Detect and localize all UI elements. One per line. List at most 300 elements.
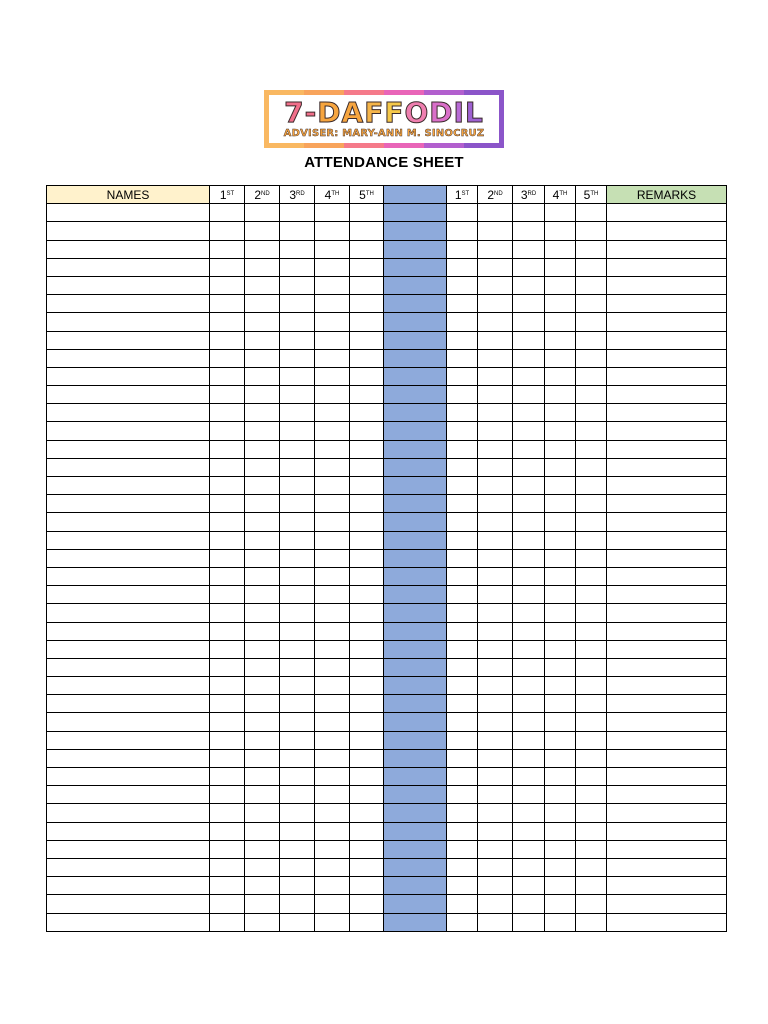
attendance-cell[interactable]: [545, 804, 576, 822]
attendance-cell[interactable]: [245, 531, 280, 549]
attendance-cell[interactable]: [245, 586, 280, 604]
attendance-cell[interactable]: [478, 640, 513, 658]
remarks-cell[interactable]: [607, 295, 727, 313]
attendance-cell[interactable]: [210, 695, 245, 713]
attendance-cell[interactable]: [315, 295, 350, 313]
attendance-cell[interactable]: [576, 458, 607, 476]
attendance-cell[interactable]: [447, 640, 478, 658]
attendance-cell[interactable]: [513, 404, 545, 422]
attendance-cell[interactable]: [478, 222, 513, 240]
attendance-cell[interactable]: [210, 440, 245, 458]
attendance-cell[interactable]: [447, 840, 478, 858]
attendance-cell[interactable]: [280, 749, 315, 767]
attendance-cell[interactable]: [545, 495, 576, 513]
attendance-cell[interactable]: [245, 768, 280, 786]
attendance-cell[interactable]: [478, 313, 513, 331]
attendance-cell[interactable]: [280, 786, 315, 804]
remarks-cell[interactable]: [607, 386, 727, 404]
attendance-cell[interactable]: [545, 331, 576, 349]
attendance-cell[interactable]: [447, 913, 478, 931]
attendance-cell[interactable]: [576, 276, 607, 294]
attendance-cell[interactable]: [576, 877, 607, 895]
attendance-cell[interactable]: [280, 258, 315, 276]
attendance-cell[interactable]: [210, 331, 245, 349]
attendance-cell[interactable]: [245, 222, 280, 240]
name-cell[interactable]: [47, 749, 210, 767]
attendance-cell[interactable]: [478, 331, 513, 349]
attendance-cell[interactable]: [245, 840, 280, 858]
attendance-cell[interactable]: [545, 422, 576, 440]
attendance-cell[interactable]: [280, 276, 315, 294]
attendance-cell[interactable]: [315, 531, 350, 549]
attendance-cell[interactable]: [280, 367, 315, 385]
attendance-cell[interactable]: [350, 222, 384, 240]
attendance-cell[interactable]: [478, 422, 513, 440]
attendance-cell[interactable]: [447, 313, 478, 331]
attendance-cell[interactable]: [576, 658, 607, 676]
attendance-cell[interactable]: [447, 731, 478, 749]
attendance-cell[interactable]: [447, 804, 478, 822]
attendance-cell[interactable]: [576, 586, 607, 604]
attendance-cell[interactable]: [513, 822, 545, 840]
attendance-cell[interactable]: [545, 204, 576, 222]
attendance-cell[interactable]: [315, 276, 350, 294]
attendance-cell[interactable]: [245, 295, 280, 313]
attendance-cell[interactable]: [210, 258, 245, 276]
attendance-cell[interactable]: [280, 313, 315, 331]
attendance-cell[interactable]: [576, 640, 607, 658]
attendance-cell[interactable]: [447, 895, 478, 913]
attendance-cell[interactable]: [513, 386, 545, 404]
attendance-cell[interactable]: [245, 658, 280, 676]
attendance-cell[interactable]: [245, 804, 280, 822]
attendance-cell[interactable]: [210, 713, 245, 731]
name-cell[interactable]: [47, 768, 210, 786]
attendance-cell[interactable]: [545, 458, 576, 476]
name-cell[interactable]: [47, 786, 210, 804]
remarks-cell[interactable]: [607, 913, 727, 931]
remarks-cell[interactable]: [607, 586, 727, 604]
attendance-cell[interactable]: [210, 477, 245, 495]
attendance-cell[interactable]: [576, 367, 607, 385]
attendance-cell[interactable]: [576, 386, 607, 404]
attendance-cell[interactable]: [280, 913, 315, 931]
remarks-cell[interactable]: [607, 477, 727, 495]
attendance-cell[interactable]: [280, 513, 315, 531]
attendance-cell[interactable]: [478, 877, 513, 895]
attendance-cell[interactable]: [576, 477, 607, 495]
remarks-cell[interactable]: [607, 495, 727, 513]
attendance-cell[interactable]: [350, 367, 384, 385]
attendance-cell[interactable]: [478, 731, 513, 749]
attendance-cell[interactable]: [478, 258, 513, 276]
attendance-cell[interactable]: [576, 567, 607, 585]
attendance-cell[interactable]: [350, 240, 384, 258]
attendance-cell[interactable]: [245, 749, 280, 767]
attendance-cell[interactable]: [350, 458, 384, 476]
attendance-cell[interactable]: [545, 440, 576, 458]
attendance-cell[interactable]: [576, 313, 607, 331]
attendance-cell[interactable]: [280, 695, 315, 713]
attendance-cell[interactable]: [447, 695, 478, 713]
attendance-cell[interactable]: [245, 640, 280, 658]
attendance-cell[interactable]: [315, 768, 350, 786]
name-cell[interactable]: [47, 458, 210, 476]
attendance-cell[interactable]: [350, 422, 384, 440]
attendance-cell[interactable]: [513, 677, 545, 695]
remarks-cell[interactable]: [607, 877, 727, 895]
attendance-cell[interactable]: [447, 404, 478, 422]
attendance-cell[interactable]: [280, 295, 315, 313]
attendance-cell[interactable]: [350, 404, 384, 422]
attendance-cell[interactable]: [478, 295, 513, 313]
attendance-cell[interactable]: [545, 640, 576, 658]
attendance-cell[interactable]: [245, 713, 280, 731]
attendance-cell[interactable]: [447, 567, 478, 585]
attendance-cell[interactable]: [315, 567, 350, 585]
remarks-cell[interactable]: [607, 349, 727, 367]
attendance-cell[interactable]: [350, 276, 384, 294]
name-cell[interactable]: [47, 877, 210, 895]
attendance-cell[interactable]: [210, 877, 245, 895]
attendance-cell[interactable]: [447, 477, 478, 495]
attendance-cell[interactable]: [280, 658, 315, 676]
attendance-cell[interactable]: [280, 677, 315, 695]
remarks-cell[interactable]: [607, 786, 727, 804]
attendance-cell[interactable]: [350, 440, 384, 458]
attendance-cell[interactable]: [280, 877, 315, 895]
attendance-cell[interactable]: [513, 840, 545, 858]
attendance-cell[interactable]: [545, 695, 576, 713]
attendance-cell[interactable]: [315, 586, 350, 604]
name-cell[interactable]: [47, 222, 210, 240]
attendance-cell[interactable]: [513, 858, 545, 876]
attendance-cell[interactable]: [513, 313, 545, 331]
attendance-cell[interactable]: [447, 222, 478, 240]
attendance-cell[interactable]: [210, 313, 245, 331]
attendance-cell[interactable]: [576, 258, 607, 276]
attendance-cell[interactable]: [210, 840, 245, 858]
attendance-cell[interactable]: [210, 240, 245, 258]
attendance-cell[interactable]: [447, 622, 478, 640]
attendance-cell[interactable]: [513, 913, 545, 931]
attendance-cell[interactable]: [245, 604, 280, 622]
attendance-cell[interactable]: [350, 258, 384, 276]
attendance-cell[interactable]: [513, 222, 545, 240]
attendance-cell[interactable]: [350, 786, 384, 804]
attendance-cell[interactable]: [447, 349, 478, 367]
name-cell[interactable]: [47, 604, 210, 622]
attendance-cell[interactable]: [447, 422, 478, 440]
attendance-cell[interactable]: [513, 731, 545, 749]
attendance-cell[interactable]: [513, 768, 545, 786]
attendance-cell[interactable]: [478, 913, 513, 931]
attendance-cell[interactable]: [280, 331, 315, 349]
attendance-cell[interactable]: [513, 204, 545, 222]
attendance-cell[interactable]: [280, 404, 315, 422]
name-cell[interactable]: [47, 349, 210, 367]
attendance-cell[interactable]: [280, 713, 315, 731]
attendance-cell[interactable]: [478, 549, 513, 567]
attendance-cell[interactable]: [350, 749, 384, 767]
name-cell[interactable]: [47, 640, 210, 658]
attendance-cell[interactable]: [576, 495, 607, 513]
attendance-cell[interactable]: [315, 695, 350, 713]
remarks-cell[interactable]: [607, 513, 727, 531]
attendance-cell[interactable]: [447, 386, 478, 404]
attendance-cell[interactable]: [447, 531, 478, 549]
attendance-cell[interactable]: [210, 367, 245, 385]
attendance-cell[interactable]: [478, 276, 513, 294]
attendance-cell[interactable]: [576, 331, 607, 349]
attendance-cell[interactable]: [350, 877, 384, 895]
attendance-cell[interactable]: [350, 658, 384, 676]
name-cell[interactable]: [47, 658, 210, 676]
attendance-cell[interactable]: [245, 822, 280, 840]
attendance-cell[interactable]: [245, 786, 280, 804]
name-cell[interactable]: [47, 713, 210, 731]
attendance-cell[interactable]: [576, 840, 607, 858]
attendance-cell[interactable]: [315, 477, 350, 495]
attendance-cell[interactable]: [513, 531, 545, 549]
name-cell[interactable]: [47, 622, 210, 640]
attendance-cell[interactable]: [513, 622, 545, 640]
attendance-cell[interactable]: [210, 513, 245, 531]
remarks-cell[interactable]: [607, 422, 727, 440]
attendance-cell[interactable]: [245, 204, 280, 222]
attendance-cell[interactable]: [315, 604, 350, 622]
attendance-cell[interactable]: [576, 440, 607, 458]
attendance-cell[interactable]: [576, 677, 607, 695]
attendance-cell[interactable]: [576, 713, 607, 731]
attendance-cell[interactable]: [210, 549, 245, 567]
name-cell[interactable]: [47, 895, 210, 913]
remarks-cell[interactable]: [607, 677, 727, 695]
attendance-cell[interactable]: [478, 840, 513, 858]
attendance-cell[interactable]: [513, 586, 545, 604]
attendance-cell[interactable]: [245, 913, 280, 931]
attendance-cell[interactable]: [245, 731, 280, 749]
attendance-cell[interactable]: [576, 549, 607, 567]
attendance-cell[interactable]: [513, 640, 545, 658]
attendance-cell[interactable]: [478, 204, 513, 222]
attendance-cell[interactable]: [447, 295, 478, 313]
attendance-cell[interactable]: [280, 458, 315, 476]
attendance-cell[interactable]: [315, 440, 350, 458]
attendance-cell[interactable]: [210, 640, 245, 658]
attendance-cell[interactable]: [447, 858, 478, 876]
attendance-cell[interactable]: [545, 840, 576, 858]
attendance-cell[interactable]: [447, 786, 478, 804]
attendance-cell[interactable]: [447, 240, 478, 258]
remarks-cell[interactable]: [607, 549, 727, 567]
attendance-cell[interactable]: [210, 822, 245, 840]
attendance-cell[interactable]: [545, 276, 576, 294]
remarks-cell[interactable]: [607, 404, 727, 422]
attendance-cell[interactable]: [513, 331, 545, 349]
attendance-cell[interactable]: [210, 804, 245, 822]
attendance-cell[interactable]: [315, 240, 350, 258]
attendance-cell[interactable]: [478, 658, 513, 676]
remarks-cell[interactable]: [607, 458, 727, 476]
attendance-cell[interactable]: [545, 877, 576, 895]
name-cell[interactable]: [47, 276, 210, 294]
attendance-cell[interactable]: [447, 768, 478, 786]
attendance-cell[interactable]: [545, 349, 576, 367]
name-cell[interactable]: [47, 567, 210, 585]
attendance-cell[interactable]: [245, 386, 280, 404]
attendance-cell[interactable]: [576, 822, 607, 840]
attendance-cell[interactable]: [478, 404, 513, 422]
attendance-cell[interactable]: [513, 895, 545, 913]
attendance-cell[interactable]: [513, 458, 545, 476]
name-cell[interactable]: [47, 367, 210, 385]
attendance-cell[interactable]: [210, 276, 245, 294]
attendance-cell[interactable]: [245, 567, 280, 585]
attendance-cell[interactable]: [545, 731, 576, 749]
attendance-cell[interactable]: [350, 640, 384, 658]
attendance-cell[interactable]: [315, 386, 350, 404]
attendance-cell[interactable]: [315, 731, 350, 749]
attendance-cell[interactable]: [350, 840, 384, 858]
attendance-cell[interactable]: [280, 440, 315, 458]
attendance-cell[interactable]: [513, 877, 545, 895]
attendance-cell[interactable]: [447, 331, 478, 349]
attendance-cell[interactable]: [315, 786, 350, 804]
attendance-cell[interactable]: [447, 822, 478, 840]
attendance-cell[interactable]: [478, 786, 513, 804]
attendance-cell[interactable]: [478, 440, 513, 458]
attendance-cell[interactable]: [280, 477, 315, 495]
name-cell[interactable]: [47, 204, 210, 222]
attendance-cell[interactable]: [576, 404, 607, 422]
attendance-cell[interactable]: [513, 477, 545, 495]
attendance-cell[interactable]: [245, 440, 280, 458]
attendance-cell[interactable]: [447, 877, 478, 895]
attendance-cell[interactable]: [210, 731, 245, 749]
attendance-cell[interactable]: [513, 349, 545, 367]
attendance-cell[interactable]: [478, 749, 513, 767]
attendance-cell[interactable]: [350, 913, 384, 931]
remarks-cell[interactable]: [607, 858, 727, 876]
attendance-cell[interactable]: [350, 858, 384, 876]
remarks-cell[interactable]: [607, 367, 727, 385]
name-cell[interactable]: [47, 422, 210, 440]
attendance-cell[interactable]: [280, 604, 315, 622]
attendance-cell[interactable]: [478, 895, 513, 913]
attendance-cell[interactable]: [478, 768, 513, 786]
attendance-cell[interactable]: [576, 804, 607, 822]
attendance-cell[interactable]: [210, 749, 245, 767]
attendance-cell[interactable]: [350, 677, 384, 695]
remarks-cell[interactable]: [607, 640, 727, 658]
name-cell[interactable]: [47, 240, 210, 258]
remarks-cell[interactable]: [607, 440, 727, 458]
attendance-cell[interactable]: [350, 695, 384, 713]
attendance-cell[interactable]: [245, 276, 280, 294]
attendance-cell[interactable]: [545, 404, 576, 422]
attendance-cell[interactable]: [545, 313, 576, 331]
name-cell[interactable]: [47, 731, 210, 749]
attendance-cell[interactable]: [350, 586, 384, 604]
attendance-cell[interactable]: [350, 713, 384, 731]
attendance-cell[interactable]: [478, 604, 513, 622]
attendance-cell[interactable]: [210, 768, 245, 786]
attendance-cell[interactable]: [545, 258, 576, 276]
attendance-cell[interactable]: [280, 822, 315, 840]
attendance-cell[interactable]: [447, 604, 478, 622]
attendance-cell[interactable]: [513, 567, 545, 585]
name-cell[interactable]: [47, 804, 210, 822]
attendance-cell[interactable]: [315, 349, 350, 367]
attendance-cell[interactable]: [210, 458, 245, 476]
attendance-cell[interactable]: [245, 677, 280, 695]
attendance-cell[interactable]: [280, 495, 315, 513]
attendance-cell[interactable]: [315, 313, 350, 331]
attendance-cell[interactable]: [447, 458, 478, 476]
attendance-cell[interactable]: [545, 895, 576, 913]
attendance-cell[interactable]: [350, 386, 384, 404]
attendance-cell[interactable]: [478, 367, 513, 385]
attendance-cell[interactable]: [545, 531, 576, 549]
remarks-cell[interactable]: [607, 204, 727, 222]
attendance-cell[interactable]: [545, 513, 576, 531]
attendance-cell[interactable]: [210, 495, 245, 513]
attendance-cell[interactable]: [513, 695, 545, 713]
attendance-cell[interactable]: [245, 331, 280, 349]
name-cell[interactable]: [47, 549, 210, 567]
attendance-cell[interactable]: [545, 658, 576, 676]
name-cell[interactable]: [47, 677, 210, 695]
name-cell[interactable]: [47, 840, 210, 858]
attendance-cell[interactable]: [545, 549, 576, 567]
attendance-cell[interactable]: [576, 349, 607, 367]
attendance-cell[interactable]: [210, 858, 245, 876]
attendance-cell[interactable]: [280, 640, 315, 658]
remarks-cell[interactable]: [607, 622, 727, 640]
attendance-cell[interactable]: [447, 677, 478, 695]
attendance-cell[interactable]: [478, 804, 513, 822]
attendance-cell[interactable]: [280, 222, 315, 240]
attendance-cell[interactable]: [576, 695, 607, 713]
remarks-cell[interactable]: [607, 895, 727, 913]
attendance-cell[interactable]: [315, 913, 350, 931]
attendance-cell[interactable]: [350, 331, 384, 349]
remarks-cell[interactable]: [607, 768, 727, 786]
attendance-cell[interactable]: [447, 658, 478, 676]
attendance-cell[interactable]: [245, 622, 280, 640]
attendance-cell[interactable]: [478, 495, 513, 513]
attendance-cell[interactable]: [210, 404, 245, 422]
attendance-cell[interactable]: [576, 913, 607, 931]
attendance-cell[interactable]: [545, 677, 576, 695]
attendance-cell[interactable]: [447, 586, 478, 604]
attendance-cell[interactable]: [576, 295, 607, 313]
attendance-cell[interactable]: [513, 713, 545, 731]
attendance-cell[interactable]: [210, 658, 245, 676]
attendance-cell[interactable]: [245, 258, 280, 276]
attendance-cell[interactable]: [315, 549, 350, 567]
attendance-cell[interactable]: [513, 804, 545, 822]
attendance-cell[interactable]: [447, 495, 478, 513]
remarks-cell[interactable]: [607, 258, 727, 276]
attendance-cell[interactable]: [576, 222, 607, 240]
attendance-cell[interactable]: [478, 586, 513, 604]
attendance-cell[interactable]: [576, 240, 607, 258]
attendance-cell[interactable]: [447, 749, 478, 767]
attendance-cell[interactable]: [447, 549, 478, 567]
remarks-cell[interactable]: [607, 749, 727, 767]
